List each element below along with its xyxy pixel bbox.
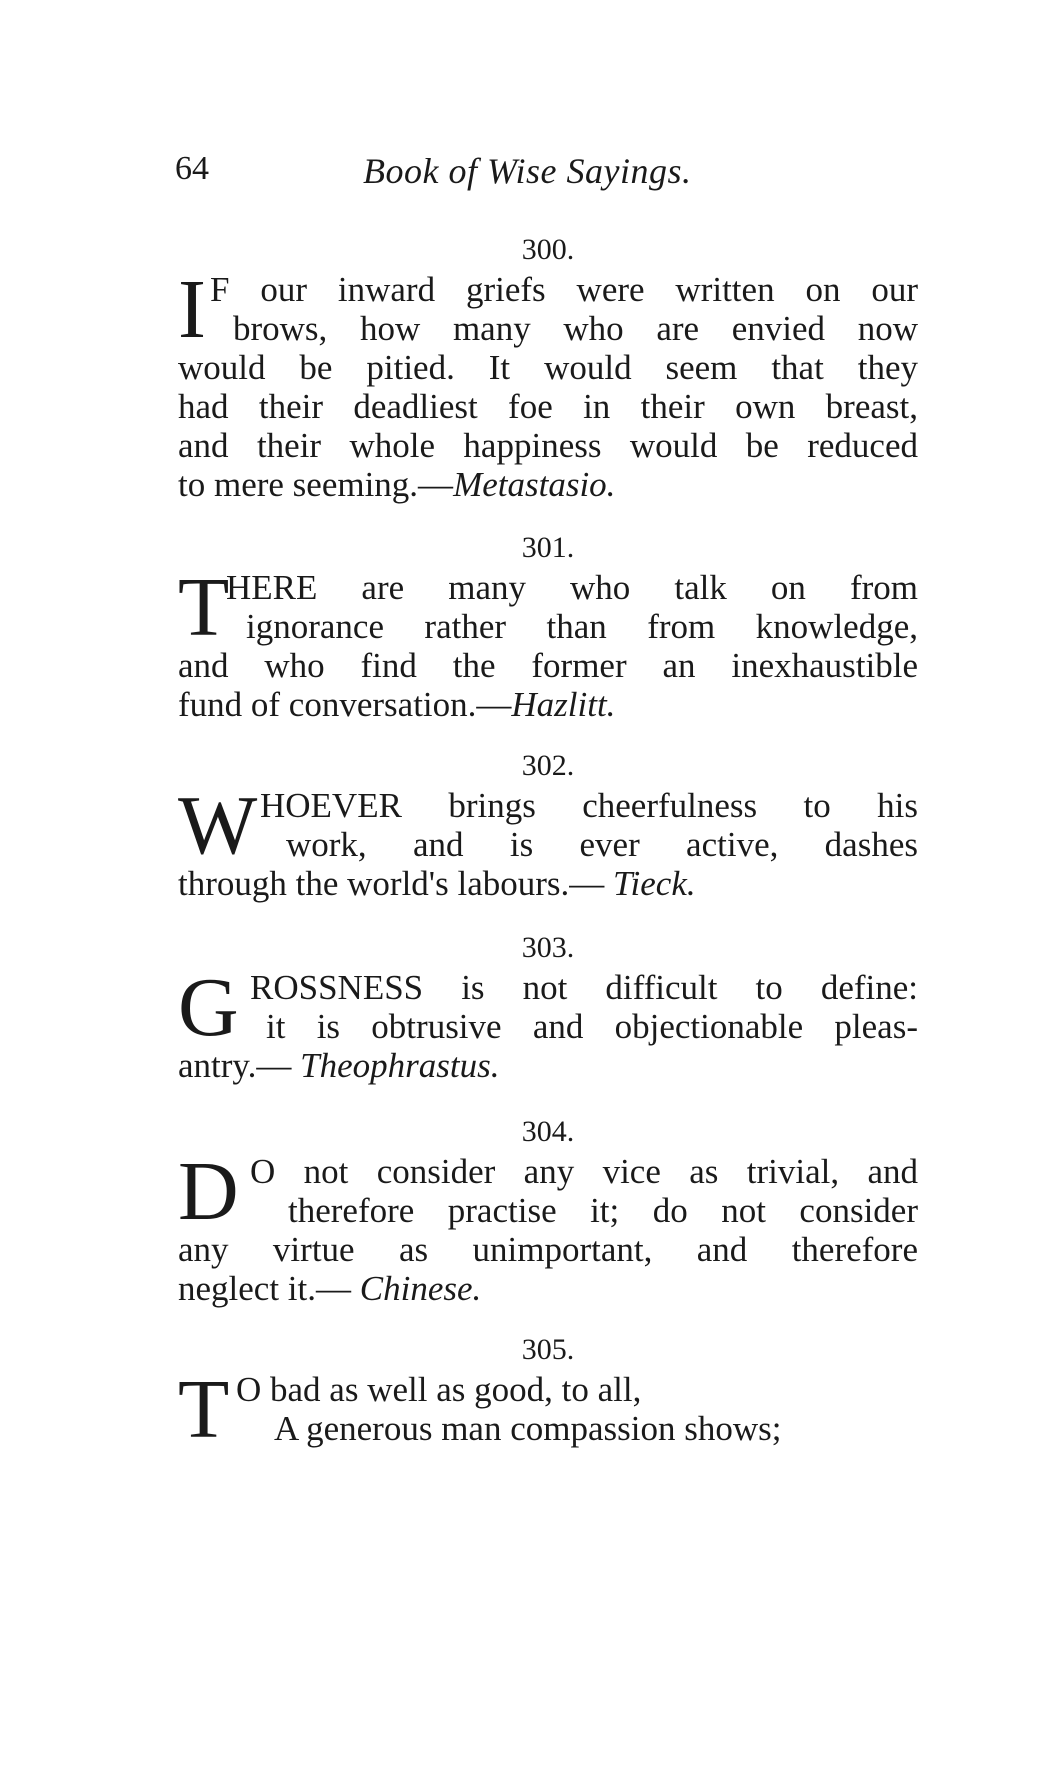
text-line: any virtue as unimportant, and therefore <box>178 1230 918 1269</box>
attribution: Chinese. <box>359 1269 482 1308</box>
text-line-last <box>178 864 918 903</box>
saying-number: 301. <box>521 531 575 564</box>
text-line-last <box>178 685 918 724</box>
saying-305 <box>178 1330 918 1456</box>
text-line-last <box>178 1269 918 1308</box>
text-line-last <box>178 1046 918 1085</box>
text-line: brows, how many who are envied now <box>233 309 918 348</box>
saying-number: 300. <box>521 233 575 266</box>
saying-text <box>178 1145 918 1308</box>
text-line: ignorance rather than from knowledge, <box>246 607 918 646</box>
saying-304 <box>178 1112 918 1308</box>
text-line: would be pitied. It would seem that they <box>178 348 918 387</box>
page-number: 64 <box>175 150 209 187</box>
attribution: Theophrastus. <box>300 1046 500 1085</box>
drop-cap: D <box>178 1145 239 1238</box>
saying-text <box>178 961 918 1085</box>
text-line: HOEVER brings cheerfulness to his <box>260 786 918 825</box>
text-line: antry.— <box>178 1046 301 1085</box>
saying-text <box>178 1363 918 1456</box>
saying-text <box>178 779 918 903</box>
drop-cap: G <box>178 961 239 1054</box>
saying-302 <box>178 746 918 903</box>
text-line: work, and is ever active, dashes <box>286 825 918 864</box>
saying-number: 304. <box>521 1115 575 1148</box>
text-line: had their deadliest foe in their own breast, <box>178 387 918 426</box>
text-line: HERE are many who talk on from <box>226 568 918 607</box>
saying-text <box>178 561 918 724</box>
running-header <box>175 150 915 200</box>
attribution: Hazlitt. <box>511 685 616 724</box>
text-line: and who find the former an inexhaustible <box>178 646 918 685</box>
text-line-last <box>178 465 918 504</box>
saying-300 <box>178 230 918 504</box>
text-line: O not consider any vice as trivial, and <box>250 1152 918 1191</box>
text-line: A generous man compassion shows; <box>274 1409 782 1448</box>
text-line: neglect it.— <box>178 1269 360 1308</box>
saying-number: 303. <box>521 931 575 964</box>
saying-303 <box>178 928 918 1085</box>
text-line: it is obtrusive and objectionable pleas- <box>266 1007 918 1046</box>
saying-number: 305. <box>521 1333 575 1366</box>
attribution: Tieck. <box>613 864 696 903</box>
text-line: therefore practise it; do not consider <box>288 1191 918 1230</box>
saying-301 <box>178 528 918 724</box>
text-line: to mere seeming.— <box>178 465 454 504</box>
text-line: O bad as well as good, to all, <box>236 1370 642 1409</box>
text-line: ROSSNESS is not difficult to define: <box>250 968 918 1007</box>
attribution: Metastasio. <box>453 465 616 504</box>
drop-cap: I <box>178 263 206 356</box>
text-line: through the world's labours.— <box>178 864 614 903</box>
drop-cap: W <box>178 779 258 872</box>
text-line: and their whole happiness would be reduced <box>178 426 918 465</box>
drop-cap: T <box>178 1363 230 1456</box>
running-title: Book of Wise Sayings. <box>363 151 692 191</box>
saying-text <box>178 263 918 504</box>
saying-number: 302. <box>521 749 575 782</box>
text-line: F our inward griefs were written on our <box>210 270 918 309</box>
drop-cap: T <box>178 561 230 654</box>
text-line: fund of conversation.— <box>178 685 512 724</box>
